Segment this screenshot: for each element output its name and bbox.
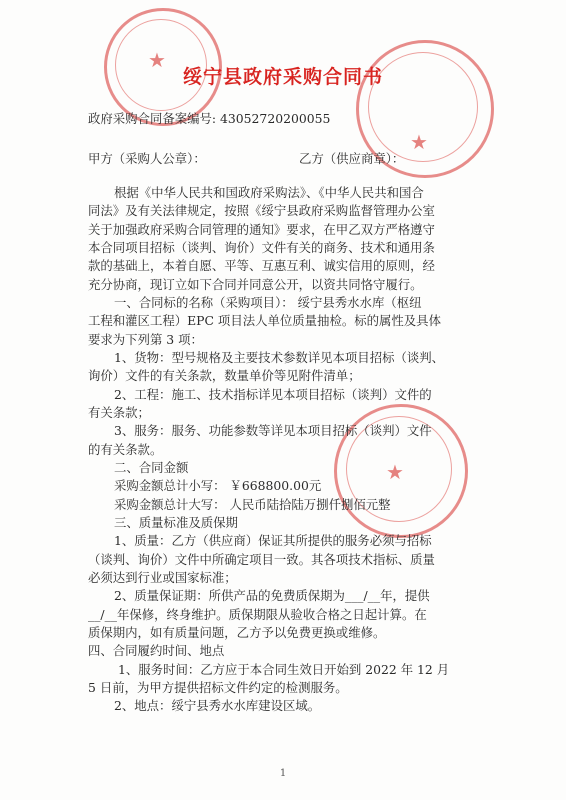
section-heading: 二、合同金额	[114, 460, 189, 475]
body-line: 根据《中华人民共和国政府采购法》、《中华人民共和国合	[114, 185, 424, 200]
amount-uppercase: 采购金额总计大写： 人民币陆拾陆万捌仟捌佰元整	[114, 497, 391, 512]
section-heading: 四、合同履约时间、地点	[88, 643, 225, 658]
body-line: 要求为下列第 3 项：	[88, 332, 203, 347]
amount-lowercase: 采购金额总计小写： ￥668800.00元	[114, 478, 322, 493]
body-line: 同法》及有关法律规定，按照《绥宁县政府采购监督管理办公室	[88, 203, 435, 218]
body-line: 2、工程：施工、技术指标详见本项目招标（谈判）文件的	[114, 387, 432, 402]
body-line: __/__年保修，终身维护。质保期限从验收合格之日起计算。在	[88, 607, 427, 622]
body-line: 1、服务时间：乙方应于本合同生效日开始到 2022 年 12 月	[118, 662, 450, 677]
body-line: 3、服务：服务、功能参数等详见本项目招标（谈判）文件	[114, 423, 432, 438]
body-line: 款的基础上，本着自愿、平等、互惠互利、诚实信用的原则，经	[88, 258, 435, 273]
body-line: 必须达到行业或国家标准；	[88, 570, 237, 585]
body-line: 有关条款；	[88, 405, 150, 420]
seal-star-icon: ★	[386, 460, 404, 484]
body-line: 询价）文件的有关条款，数量单价等见附件清单；	[88, 368, 361, 383]
body-line: 本合同项目招标（谈判、询价）文件有关的商务、技术和通用条	[88, 240, 435, 255]
page-number: 1	[279, 768, 287, 779]
party-a-label: 甲方（采购人公章）：	[88, 151, 206, 166]
body-line: 2、质量保证期：所供产品的免费质保期为___/__年，提供	[114, 588, 430, 603]
body-line: 2、地点：绥宁县秀水水库建设区域。	[114, 698, 321, 713]
seal-star-icon: ★	[410, 130, 428, 154]
body-line: 1、货物：型号规格及主要技术参数详见本项目招标（谈判、	[114, 350, 445, 365]
record-number: 政府采购合同备案编号: 43052720200055	[88, 111, 331, 126]
body-line: 工程和灌区工程）EPC 项目法人单位质量抽检。标的属性及具体	[88, 313, 441, 328]
body-line: 关于加强政府采购合同管理的通知》要求，在甲乙双方严格遵守	[88, 222, 435, 237]
body-line: 的有关条款。	[88, 442, 163, 457]
body-line: 1、质量：乙方（供应商）保证其所提供的服务必须与招标	[114, 533, 432, 548]
body-line: 质保期内，如有质量问题，乙方予以免费更换或维修。	[88, 625, 386, 640]
page-title: 绥宁县政府采购合同书	[182, 66, 383, 88]
seal-star-icon: ★	[148, 48, 166, 72]
party-b-label: 乙方（供应商章）：	[299, 151, 405, 166]
body-line: 充分协商，现订立如下合同并同意公开，以资共同恪守履行。	[88, 277, 423, 292]
body-line: 5 日前，为甲方提供招标文件约定的检测服务。	[88, 680, 348, 695]
section-heading: 一、合同标的名称（采购项目）： 绥宁县秀水水库（枢纽	[114, 295, 422, 310]
section-heading: 三、质量标准及质保期	[114, 515, 238, 530]
body-line: （谈判、询价）文件中所确定项目一致。其各项技术指标、质量	[88, 552, 435, 567]
